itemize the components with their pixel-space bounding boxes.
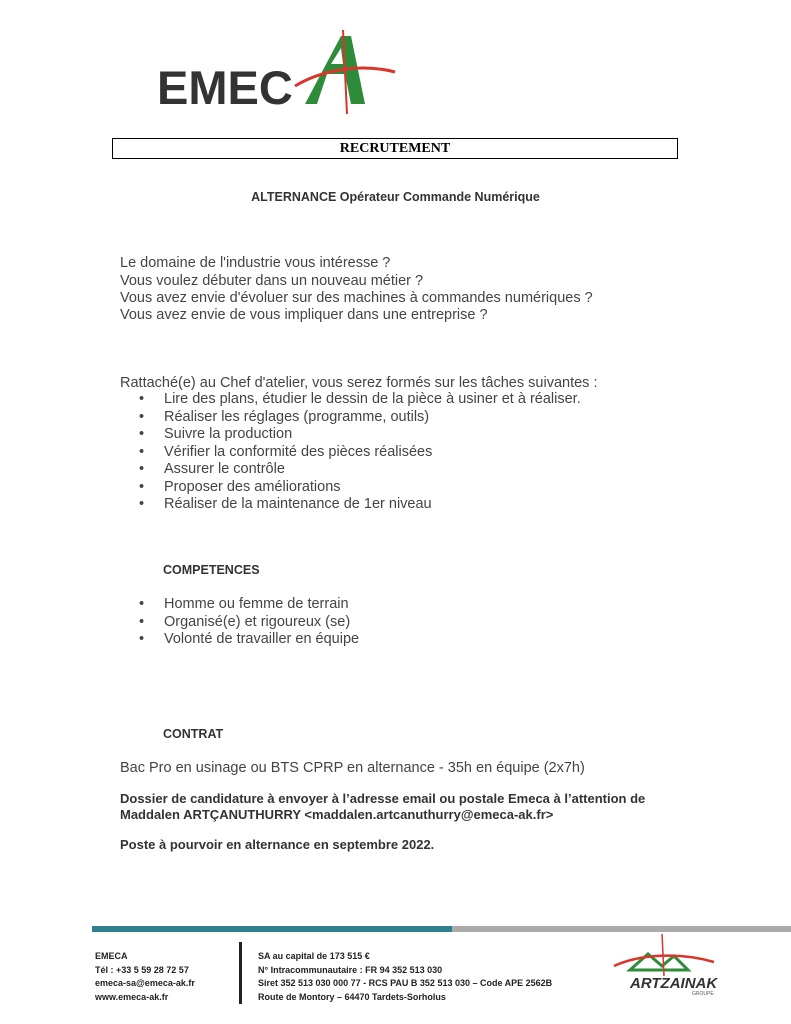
footer-capital: SA au capital de 173 515 € — [258, 951, 370, 961]
footer-siret: Siret 352 513 030 000 77 - RCS PAU B 352 513 030 – Code APE 2562B — [258, 978, 553, 988]
application-contact: Maddalen ARTÇANUTHURRY <maddalen.artcanuthurry@emeca-ak.fr> — [120, 807, 554, 822]
list-item: • Assurer le contrôle — [164, 461, 581, 479]
footer-vat: N° Intracommunautaire : FR 94 352 513 030 — [258, 964, 443, 975]
list-item: • Homme ou femme de terrain — [164, 596, 359, 614]
list-item: • Réaliser les réglages (programme, outils) — [164, 409, 581, 427]
footer-company: EMECA — [95, 951, 128, 961]
artzainak-logo — [610, 932, 720, 996]
footer-website: www.emeca-ak.fr — [95, 991, 169, 1002]
list-item: • Réaliser de la maintenance de 1er niveau — [164, 496, 581, 514]
logo-text: EMEC — [157, 61, 293, 114]
footer-divider — [239, 942, 242, 1004]
intro-line: Vous avez envie de vous impliquer dans une entreprise ? — [120, 307, 488, 323]
list-item: • Organisé(e) et rigoureux (se) — [164, 614, 359, 632]
job-subtitle: ALTERNANCE Opérateur Commande Numérique — [251, 190, 540, 204]
footer-bar-teal — [92, 926, 452, 932]
group-logo-text: ARTZAINAK — [630, 975, 718, 992]
list-item: • Vérifier la conformité des pièces réalisées — [164, 444, 581, 462]
list-item: • Proposer des améliorations — [164, 479, 581, 497]
intro-line: Vous avez envie d'évoluer sur des machines à commandes numériques ? — [120, 290, 593, 306]
page-title: RECRUTEMENT — [339, 141, 451, 156]
group-logo-sub: GROUPE — [692, 991, 714, 996]
tasks-lead: Rattaché(e) au Chef d'atelier, vous serez formés sur les tâches suivantes : — [120, 375, 598, 391]
intro-line: Vous voulez débuter dans un nouveau métier ? — [120, 273, 424, 289]
intro-line: Le domaine de l'industrie vous intéresse ? — [120, 255, 391, 271]
tasks-list — [120, 391, 581, 514]
footer-phone: Tél : +33 5 59 28 72 57 — [95, 964, 189, 975]
list-item: • Lire des plans, étudier le dessin de la pièce à usiner et à réaliser. — [164, 391, 581, 409]
competences-list — [120, 596, 359, 649]
footer-email: emeca-sa@emeca-ak.fr — [95, 978, 195, 988]
competences-heading: COMPETENCES — [163, 563, 260, 577]
emeca-logo — [155, 28, 400, 120]
title-box — [112, 138, 678, 159]
footer-contact — [95, 950, 195, 1004]
application-line: Dossier de candidature à envoyer à l’adresse email ou postale Emeca à l’attention de — [120, 791, 646, 806]
list-item: • Volonté de travailler en équipe — [164, 631, 359, 649]
list-item: • Suivre la production — [164, 426, 581, 444]
footer-address: Route de Montory – 64470 Tardets-Sorholus — [258, 991, 446, 1002]
contrat-heading: CONTRAT — [163, 727, 224, 741]
poste-date: Poste à pourvoir en alternance en septembre 2022. — [120, 837, 435, 852]
footer-legal — [258, 950, 552, 1004]
contrat-text: Bac Pro en usinage ou BTS CPRP en alternance - 35h en équipe (2x7h) — [120, 760, 585, 776]
